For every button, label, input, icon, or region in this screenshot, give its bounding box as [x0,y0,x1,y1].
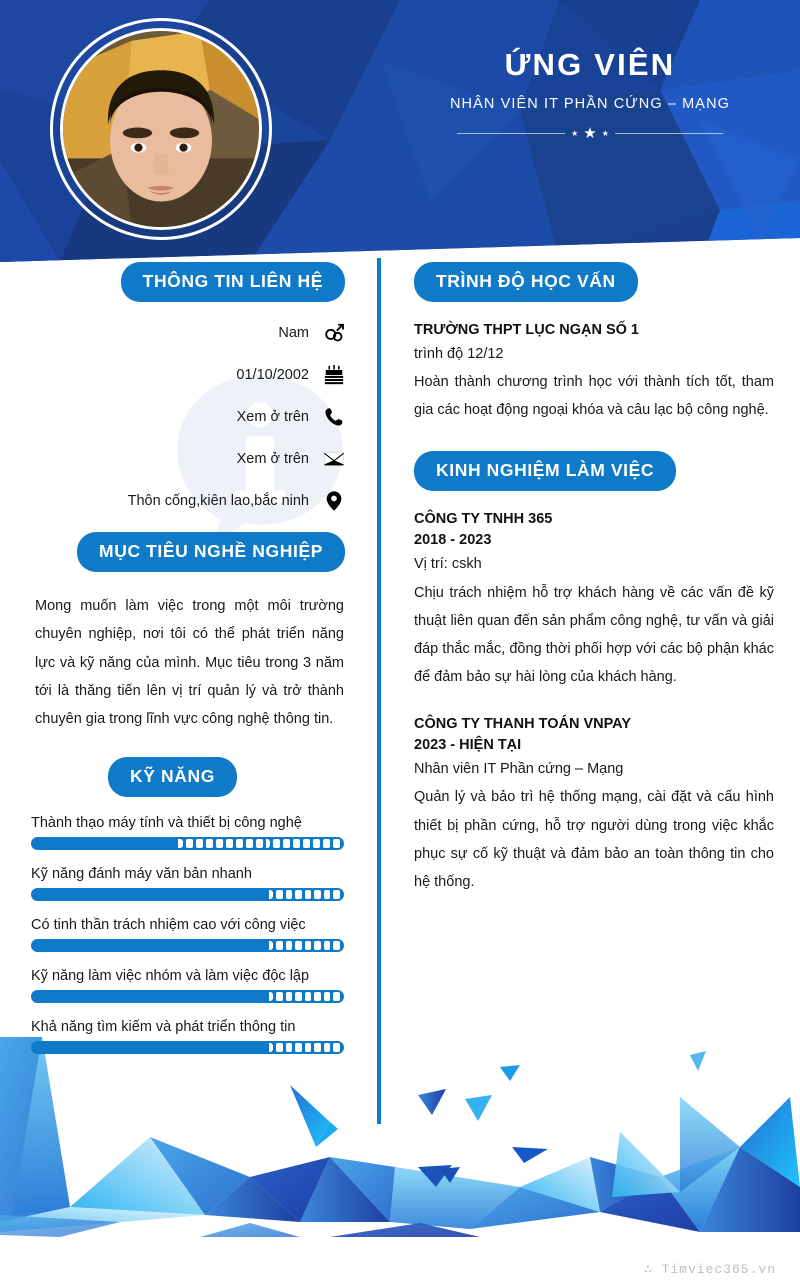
contact-value-phone: Xem ở trên [236,409,309,425]
skill-label: Khả năng tìm kiếm và phát triển thông tin [31,1019,296,1036]
contact-item-gender [0,322,345,344]
skill-bar-notches [269,1041,344,1054]
contact-value-email: Xem ở trên [236,451,309,467]
avatar [50,18,272,240]
experience-period: 2018 - 2023 [414,532,492,549]
education-level: trình độ 12/12 [414,345,504,362]
skill-bar-notches [269,888,344,901]
birthday-cake-icon [323,364,345,386]
skill-label: Thành thạo máy tính và thiết bị công nghệ [31,815,302,832]
experience-position: Vị trí: cskh [414,556,482,573]
experience-position: Nhân viên IT Phần cứng – Mạng [414,761,624,778]
education-entry [414,320,774,425]
skill-label: Kỹ năng đánh máy văn bản nhanh [31,866,252,883]
skill-item [31,866,344,901]
experience-heading: KINH NGHIỆM LÀM VIỆC [414,451,676,491]
experience-description: Quản lý và bảo trì hệ thống mạng, cài đặt và cấu hình thiết bị phần cứng, hỗ trợ người dùng trong việc khắc phục sự cố kỹ thuật và đảm bảo an toàn thông tin cho hệ thống. [414,789,774,891]
skill-progress-bar [31,837,344,850]
skill-bar-notches [178,837,344,850]
skill-label: Kỹ năng làm việc nhóm và làm việc độc lập [31,968,310,985]
skills-heading: KỸ NĂNG [108,757,237,797]
skill-bar-notches [269,990,344,1003]
star-small-right: ★ [601,128,609,138]
experience-company: CÔNG TY THANH TOÁN VNPAY [414,715,631,732]
objective-text: Mong muốn làm việc trong một môi trường chuyên nghiệp, nơi tôi có thể phát triển năng lực và kỹ năng của mình. Mục tiêu trong 3 năm tới là thăng tiến lên vị trí quản lý và trở thành chuyên gia trong lĩnh vực công nghệ thông tin. [35,598,344,728]
header-banner [0,0,800,262]
phone-icon [323,406,345,428]
skill-item [31,917,344,952]
skill-item [31,815,344,850]
experience-period: 2023 - HIỆN TẠI [414,737,522,754]
contact-heading: THÔNG TIN LIÊN HỆ [121,262,345,302]
education-school: TRƯỜNG THPT LỤC NGẠN SỐ 1 [414,322,639,338]
skills-list [0,815,377,1054]
envelope-icon [323,448,345,470]
column-divider [377,258,381,1124]
education-heading-row [381,262,800,302]
page-subtitle: NHÂN VIÊN IT PHẦN CỨNG – MẠNG [449,96,731,113]
divider-line-right [615,133,723,134]
experience-body [381,509,800,897]
contact-list [0,322,377,512]
contact-item-address [0,490,345,512]
page-title: ỨNG VIÊN [504,47,676,82]
avatar-portrait [63,31,259,227]
skill-bar-notches [269,939,344,952]
skill-item [31,1019,344,1054]
experience-entry [414,714,774,897]
education-body [381,320,800,425]
experience-entry [414,509,774,692]
education-description: Hoàn thành chương trình học với thành tích tốt, tham gia các hoạt động ngoại khóa và câu lạc bộ công nghệ. [414,374,774,419]
skill-label: Có tinh thần trách nhiệm cao với công việc [31,917,306,934]
contact-value-address: Thôn cống,kiên lao,bắc ninh [127,493,309,509]
star-small-left: ★ [571,128,579,138]
skill-progress-bar [31,1041,344,1054]
avatar-image [60,28,262,230]
star-group [571,126,609,141]
objective-heading-row [0,532,377,572]
skill-progress-bar [31,888,344,901]
gender-icon [323,322,345,344]
experience-heading-row [381,451,800,491]
education-heading: TRÌNH ĐỘ HỌC VẤN [414,262,638,302]
location-pin-icon [323,490,345,512]
contact-value-birthday: 01/10/2002 [236,367,309,383]
left-column [0,262,377,1070]
skill-progress-bar [31,939,344,952]
skill-progress-bar [31,990,344,1003]
contact-heading-row [0,262,377,302]
skill-item [31,968,344,1003]
experience-company: CÔNG TY TNHH 365 [414,510,553,527]
star-large-center: ★ [583,125,597,143]
objective-body [0,592,377,733]
site-credit: ∴ Timviec365.vn [643,1262,776,1277]
contact-value-gender: Nam [278,325,309,341]
contact-item-phone [0,406,345,428]
objective-heading: MỤC TIÊU NGHỀ NGHIỆP [77,532,345,572]
contact-item-email [0,448,345,470]
divider-line-left [457,133,565,134]
star-divider [390,126,790,141]
right-column [381,262,800,897]
contact-item-birthday [0,364,345,386]
experience-description: Chịu trách nhiệm hỗ trợ khách hàng về các vấn đề kỹ thuật liên quan đến sản phẩm công nghệ, tư vấn và giải đáp thắc mắc, đồng thời phối hợp với các bộ phận khác để đảm bảo sự hài lòng của khách hàng. [414,584,774,686]
skills-heading-row [0,757,377,797]
header-text-block [390,48,790,141]
